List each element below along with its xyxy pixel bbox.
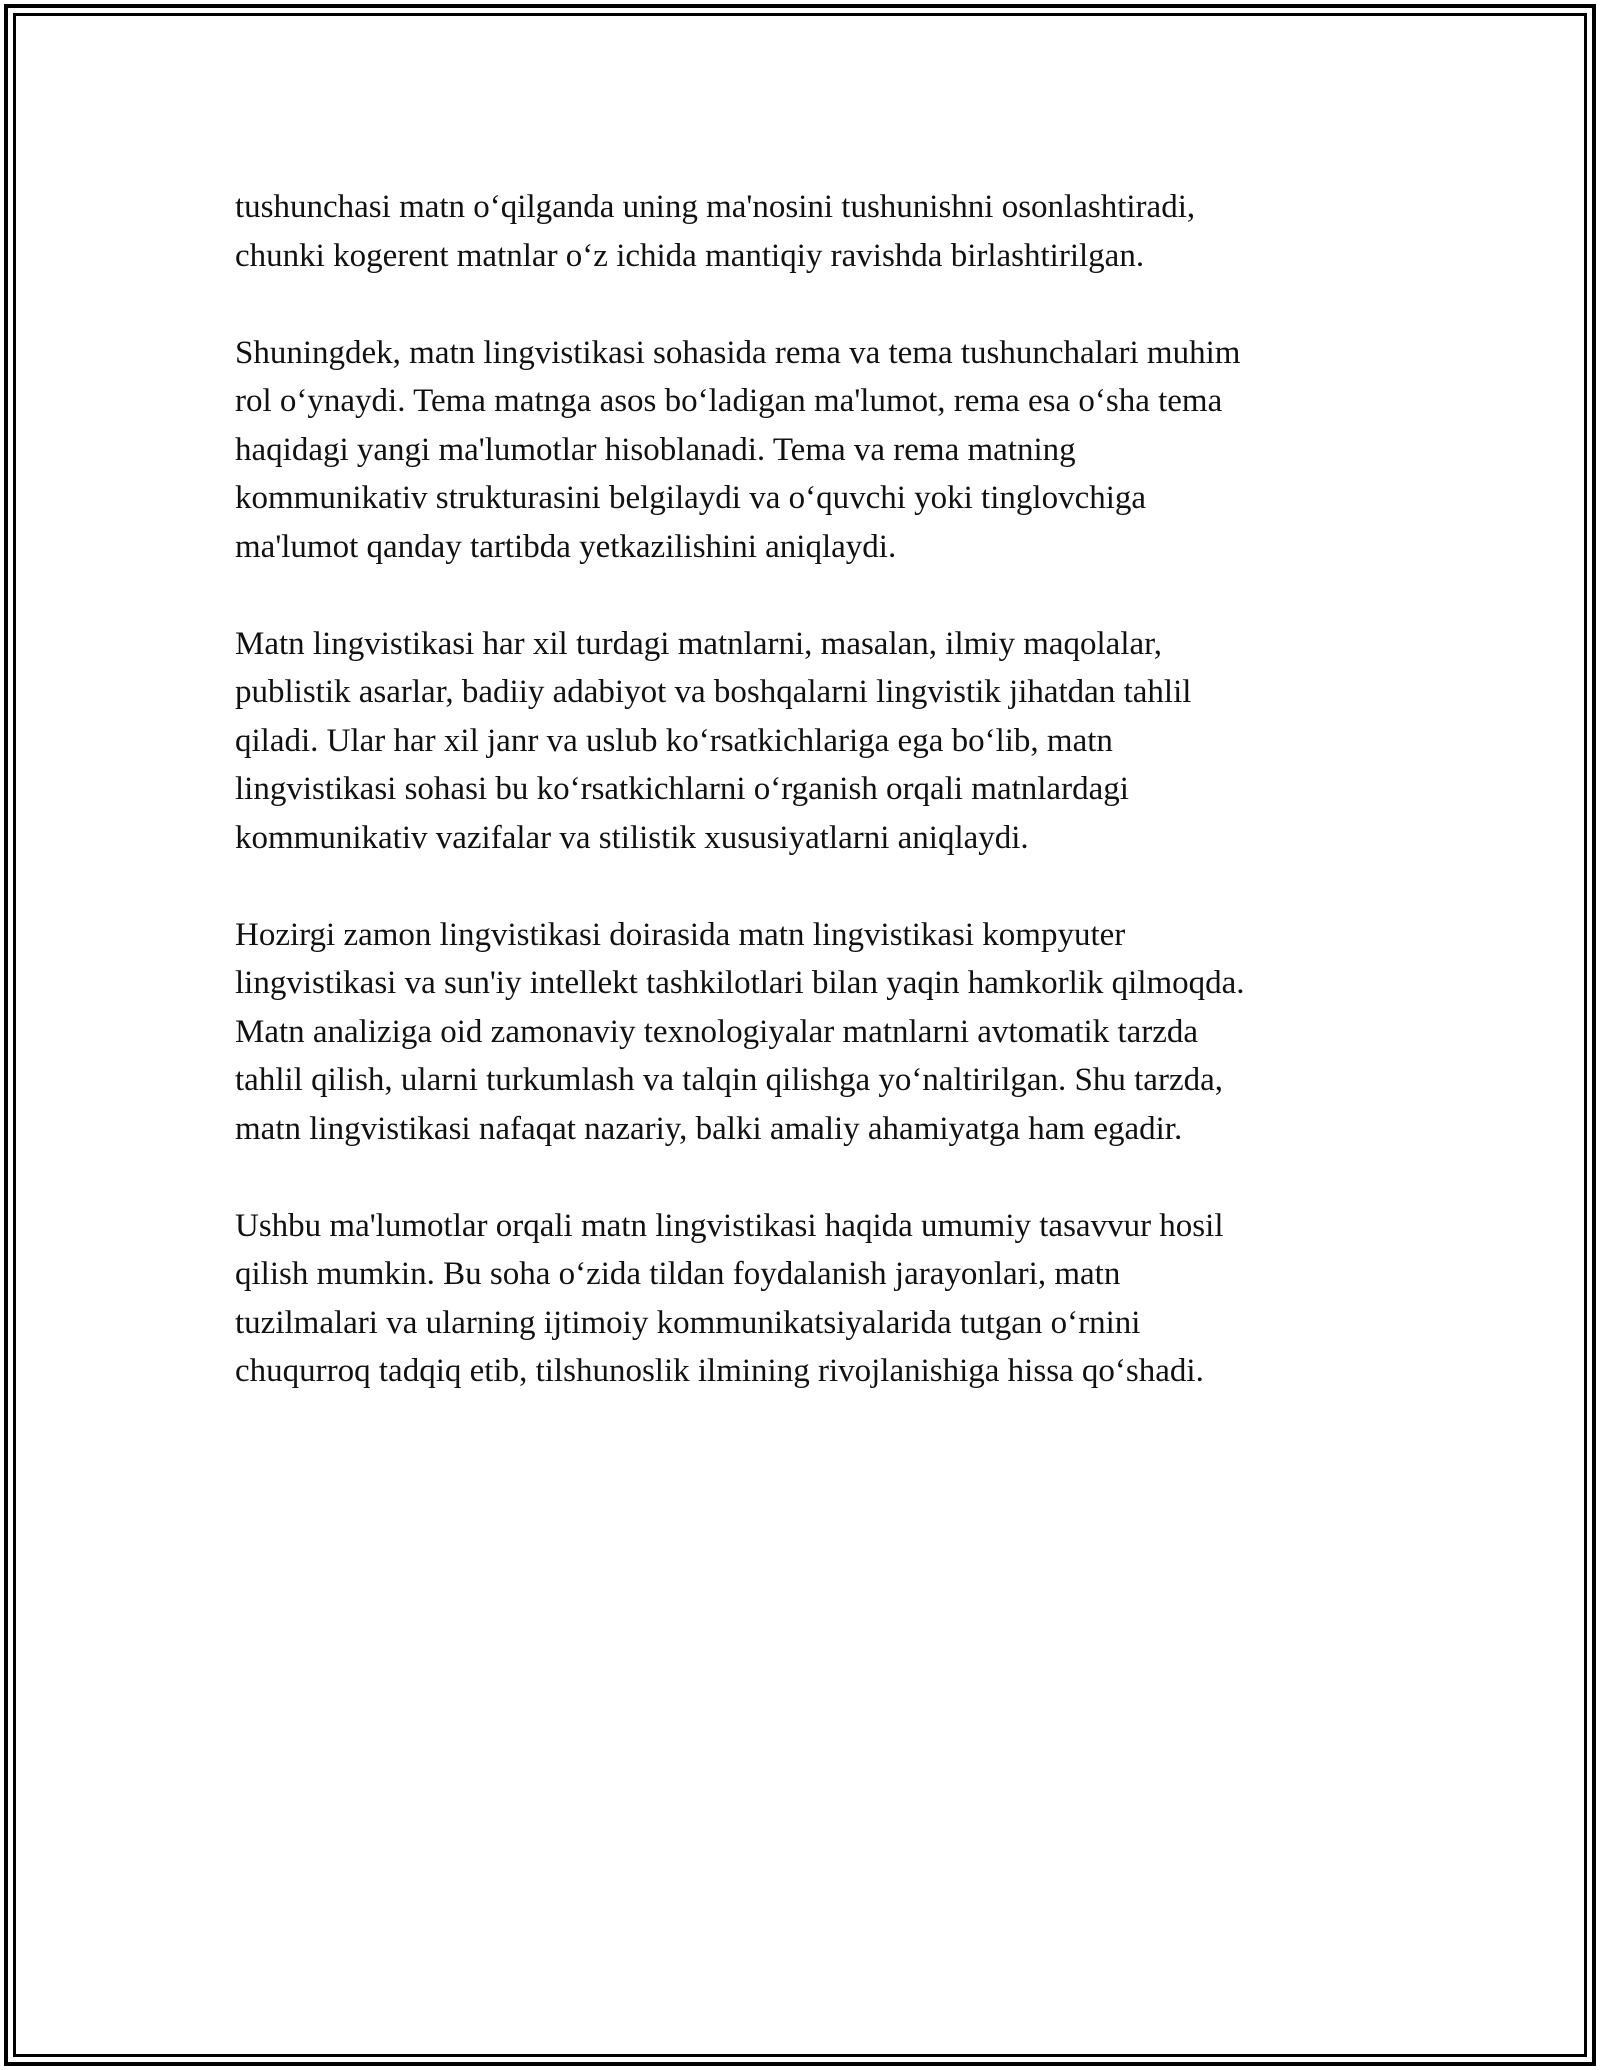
document-body [235,183,1385,1444]
paragraph-4: Hozirgi zamon lingvistikasi doirasida matn lingvistikasi kompyuter lingvistikasi va sun'iy intellekt tashkilotlari bilan yaqin hamkorlik qilmoqda. Matn analiziga oid zamonaviy texnologiyalar matnlarni avtomatik tarzda tahlil qilish, ularni turkumlash va talqin qilishga yo‘naltirilgan. Shu tarzda, matn lingvistikasi nafaqat nazariy, balki amaliy ahamiyatga ham egadir. [235,916,1245,1147]
paragraph-5: Ushbu ma'lumotlar orqali matn lingvistikasi haqida umumiy tasavvur hosil qilish mumkin. Bu soha o‘zida tildan foydalanish jarayonlari, matn tuzilmalari va ularning ijtimoiy kommunikatsiyalarida tutgan o‘rnini chuqurroq tadqiq etib, tilshunoslik ilmining rivojlanishiga hissa qo‘shadi. [235,1207,1224,1389]
paragraph-1: tushunchasi matn o‘qilganda uning ma'nosini tushunishni osonlashtiradi, chunki kogerent matnlar o‘z ichida mantiqiy ravishda birlashtirilgan. [235,189,1196,274]
paragraph-3: Matn lingvistikasi har xil turdagi matnlarni, masalan, ilmiy maqolalar, publistik asarlar, badiiy adabiyot va boshqalarni lingvistik jihatdan tahlil qiladi. Ular har xil janr va uslub ko‘rsatkichlariga ega bo‘lib, matn lingvistikasi sohasi bu ko‘rsatkichlarni o‘rganish orqali matnlardagi kommunikativ vazifalar va stilistik xususiyatlarni aniqlaydi. [235,625,1192,856]
paragraph-2: Shuningdek, matn lingvistikasi sohasida rema va tema tushunchalari muhim rol o‘ynaydi. Tema matnga asos bo‘ladigan ma'lumot, rema esa o‘sha tema haqidagi yangi ma'lumotlar hisoblanadi. Tema va rema matning kommunikativ strukturasini belgilaydi va o‘quvchi yoki tinglovchiga ma'lumot qanday tartibda yetkazilishini aniqlaydi. [235,334,1241,565]
